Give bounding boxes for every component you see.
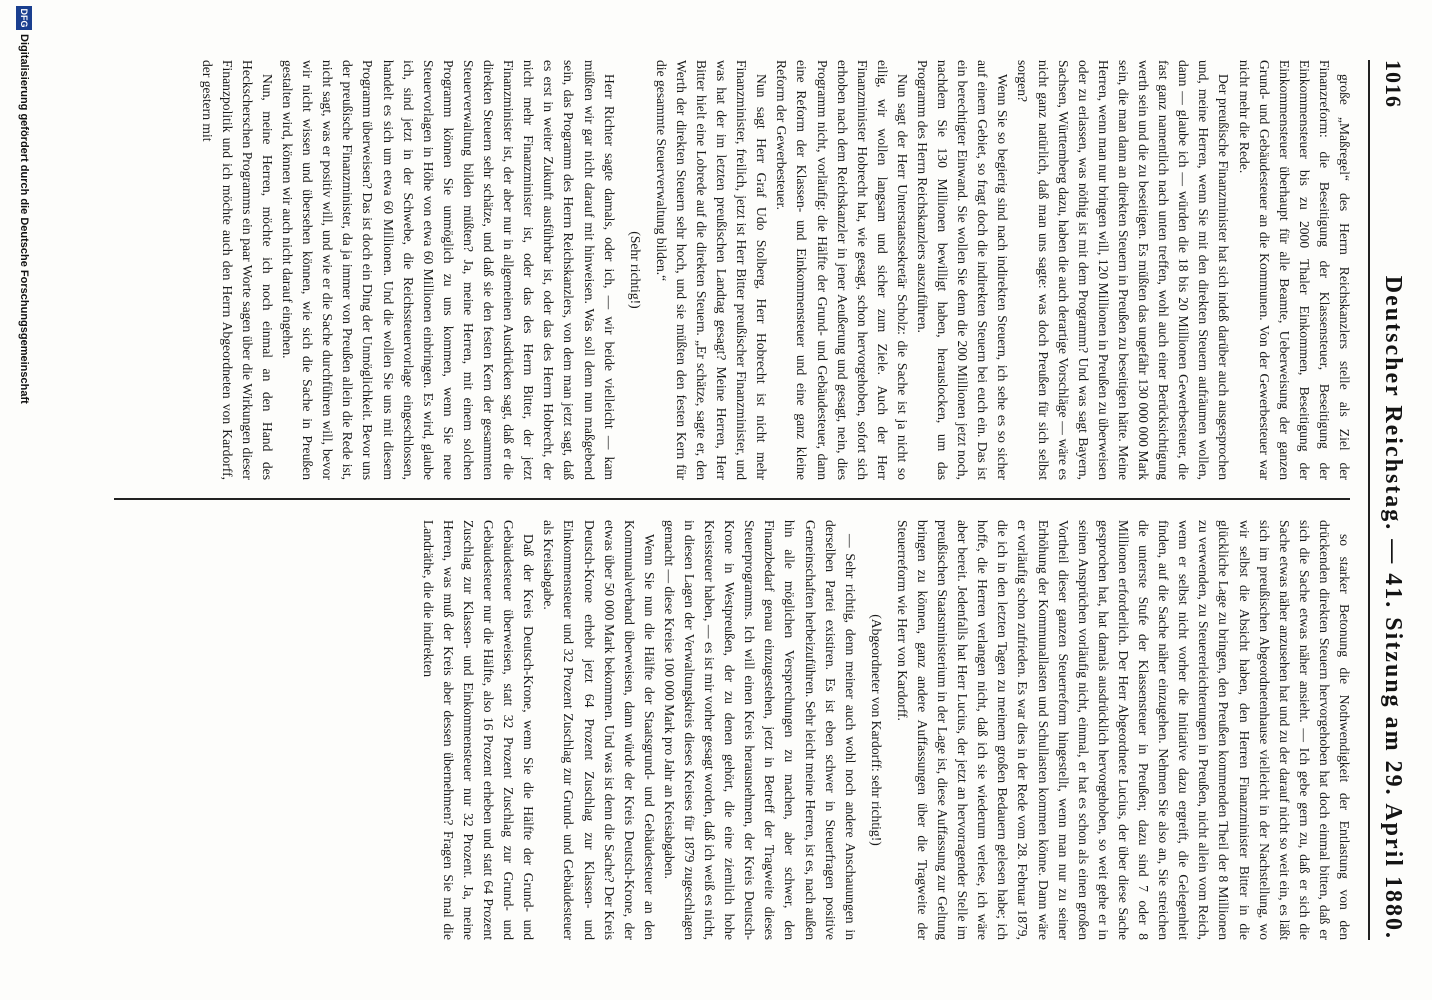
paragraph: große „Maßregel“ des Herrn Reichskanzlers stelle als Ziel der Finanzreform: die Beseitigung der Klassensteuer, Beseitigung der Einkommensteuer bis zu 2000 Thaler Einkommen, Beseitigung der Einkommensteuer überhaupt für alle Beamte, Ueberweisung der ganzen Grund- und Gebäudesteuer an die Kommunen. Von der Gewerbesteuer war nicht mehr die Rede. <box>1236 60 1352 480</box>
paragraph: Wenn Sie so begierig sind nach indirekten Steuern, ich sehe es so sicher auf einem Gebiet, so fragt doch die indirekten Steuern bei euch ein. Das ist ein berechtigter Einwand. Sie wollen Sie denn die 200 Millionen jetzt noch, nachdem Sie 130 Millionen bewilligt haben, herauslocken, um das Programm des Herrn Reichskanzlers auszuführen. <box>915 60 1011 480</box>
interjection: (Sehr richtig!) <box>627 231 643 309</box>
paragraph: Der preußische Finanzminister hat sich indeß darüber auch ausgesprochen und, meine Herren, wenn Sie mit den direkten Steuern aufräumen wollen, dann — glaube ich — würden die 18 bis 20 Millionen Gewerbesteuer, die fast ganz namentlich nach unten treffen, wohl auch einer Berücksichtigung werth sein und die zu beseitigen. Es müßten das ungefähr 130 000 000 Mark sein, die man dann an direkten Steuern in Preußen zu beseitigen hätte. Meine Herren, wenn man nur bringen will, 120 Millionen in Preußen zu überweisen oder zu erlassen, was nöthig ist mit dem Programm? Und was sagt Bayern, Sachsen, Württemberg dazu, haben die auch derartige Vorschläge — wäre es nicht ganz natürlich, daß man uns sagte: was doch Preußen für sich selbst sorgen? <box>1015 60 1232 480</box>
paragraph: so starker Betonung die Nothwendigkeit der Entlastung von den drückenden direkten Steuern hervorgehoben hat doch einmal bitten, daß er sich die Sache etwas näher ansieht. — Ich gebe gern zu, daß er sich die Sache etwas näher anzusehen hat und zu der darauf nicht so weit ein, es läßt sich im preußischen Abgeordnetenhause vielleicht in der Nachstellung, wo wir selbst die Absicht haben, den Herren Finanzminister Bitter in die glückliche Lage zu bringen, den Preußen kommenden Theil der 8 Millionen zu verwenden, zu Steuererleichterungen in Preußen, nicht allein vom Reich, wenn er selbst nicht vorher die Initiative dazu ergreift, die Gelegenheit finden, auf die Sache näher einzugehen. Nehmen Sie also an, Sie streichen die unterste Stufe der Klassensteuer in Preußen; dazu sind 7 oder 8 Millionen erforderlich. Der Herr Abgeordnete Lucius, der über diese Sache gesprochen hat, hat damals ausdrücklich hervorgehoben, so weit gehe er in seinen Ansprüchen vorläufig nicht, einmal, er hat es schon als einen großen Vortheil dieser ganzen Steuerreform hingestellt, wenn man nur zu seiner Erhöhung der Kommunallasten und Schullasten kommen könne. Dann wäre er vorläufig schon zufrieden. Es war dies in der Rede vom 28. Februar 1879, die ich in den letzten Tagen zu meinem großen Bedauern gelesen habe; ich hoffe, die Herren verlangen nicht, daß ich sie wiederum verlese, ich wäre aber bereit. Jedenfalls hat Herr Lucius, der jetzt an hervorragender Stelle im preußischen Staatsministerium in der Lage ist, diese Auffassung zur Geltung bringen zu können, ganz andere Auffassungen über die Tragweite der Steuerreform wie Herr von Kardorff. <box>894 520 1352 940</box>
page-number: 1016 <box>1381 60 1406 108</box>
page-title: Deutscher Reichstag. — 41. Sitzung am 29. April 1880. <box>1380 275 1407 940</box>
page-header <box>1368 60 1416 940</box>
dfg-logo-icon: DFG <box>16 6 32 30</box>
paragraph: Nun, meine Herren, möchte ich noch einmal an den Hand des Heckscherschen Programms ein paar Worte sagen über die Wirkungen dieser Finanzpolitik und ich möchte auch den Herrn Abgeordneten von Kardorff, der gestern mit <box>199 60 276 480</box>
interjection: (Abgeordneter von Kardorff: sehr richtig!) <box>868 614 884 846</box>
paragraph: Herr Richter sagte damals, oder ich, — wir beide vielleicht — kam müßten wir gar nicht darauf mit hinweisen. Was soll denn nun maßgebend sein, das Programm des Herrn Reichskanzlers, von dem man jetzt sagt, daß es erst in weiter Zukunft ausführbar ist, oder das des Herrn Hobrecht, der nicht mehr Finanzminister ist, oder das des Herrn Bitter, der jetzt Finanzminister ist, der aber nur in allgemeinen Ausdrücken sagt, daß er die direkten Steuern sehr schätze, und daß sie den festen Kern der gesammten Steuerverwaltung bilden müßten? Ja, meine Herren, mit einem solchen Programm können Sie unmöglich zu uns kommen, wenn Sie neue Steuervorlagen in Höhe von etwa 60 Millionen einbringen. Es wird, glaube ich, sind jetzt in der Schwebe, die Reichssteuervorlage eingeschlossen, handelt es sich um etwa 60 Millionen. Und die wollen Sie uns mit diesem Programm überweisen? Das ist doch ein Ding der Unmöglichkeit. Bevor uns der preußische Finanzminister, da ja immer von Preußen allein die Rede ist, nicht sagt, was er positiv will, und wie er die Sache durchführen will, bevor wir nicht wissen und übersehen können, wie sich die Sache in Preußen gestalten wird, können wir auch nicht darauf eingehen. <box>280 60 617 480</box>
column-divider <box>114 498 1350 500</box>
paragraph: — Sehr richtig, denn meiner auch wohl noch andere Anschauungen in derselben Partei existiren. Es ist eben schwer in Steuerfragen positive Gemeinschaften herbeizuführen. Sehr leicht meine Herren, ist es, nach außen hin alle möglichen Versprechungen zu machen, aber schwer, den Finanzbedarf genau einzugestehen, jetzt in Betreff der Tragweite dieses Steuerprogramms. Ich will einen Kreis herausnehmen, der Kreis Deutsch-Krone in Westpreußen, der zu denen gehört, die eine ziemlich hohe Kreissteuer haben, — es ist mir vorher gesagt worden, daß ich weiß es nicht, in diesen Lagen der Verwaltungskreis dieses Kreises für 1879 zugeschlagen gemacht — diese Kreise 100 000 Mark pro Jahr an Kreisabgaben. <box>661 520 858 940</box>
digitization-credit <box>0 0 40 1000</box>
paragraph: Daß der Kreis Deutsch-Krone, wenn Sie die Hälfte der Grund- und Gebäudesteuer überweisen, statt 32 Prozent Zuschlag zur Grund- und Gebäudesteuer nur die Hälfte, also 16 Prozent erheben und statt 64 Prozent Zuschlag zur Klassen- und Einkommensteuer nur 32 Prozent. Ja, meine Herren, was muß der Kreis aber dessen übernehmen? Fragen Sie mal die Landräthe, die die indirekten <box>420 520 537 940</box>
paragraph: Wenn Sie nun die Hälfte der Staatsgrund- und Gebäudesteuer an den Kommunalverband überweisen, dann würde der Kreis Deutsch-Krone, der etwas über 50 000 Mark bekommen. Und was ist denn die Sache? Der Kreis Deutsch-Krone erhebt jetzt 64 Prozent Zuschlag zur Klassen- und Einkommensteuer und 32 Prozent Zuschlag zur Grund- und Gebäudesteuer als Kreisabgabe. <box>541 520 657 940</box>
left-text-column <box>114 60 1354 480</box>
paragraph: Nun sagt der Herr Unterstaatssekretär Scholz: die Sache ist ja nicht so eilig, wir wollen langsam und sicher zum Ziele. Auch der Herr Finanzminister Hobrecht hat, wie gesagt, schon hervorgehoben, sofort sich erhoben nach dem Reichskanzler in jener Aeußerung und gesagt, nein, dies Programm nicht, vorläufig: die Hälfte der Grund- und Gebäudesteuer, dann eine Reform der Klassen- und Einkommensteuer und eine ganz kleine Reform der Gewerbesteuer. <box>774 60 910 480</box>
credit-text: Digitalisierung gefördert durch die Deutsche Forschungsgemeinschaft <box>18 34 30 404</box>
paragraph: Nun sagt Herr Graf Udo Stolberg, Herr Hobrecht ist nicht mehr Finanzminister, freilich, jetzt ist Herr Bitter preußischer Finanzminister, und was hat der im letzten preußischen Landtag gesagt? Meine Herren, Herr Bitter hielt eine Lobrede auf die direkten Steuern. „Er schätze, sagte er, den Werth der direkten Steuern sehr hoch, und sie müßten den festen Kern für die gesammte Steuerverwaltung bilden.“ <box>653 60 770 480</box>
right-text-column <box>114 520 1354 940</box>
